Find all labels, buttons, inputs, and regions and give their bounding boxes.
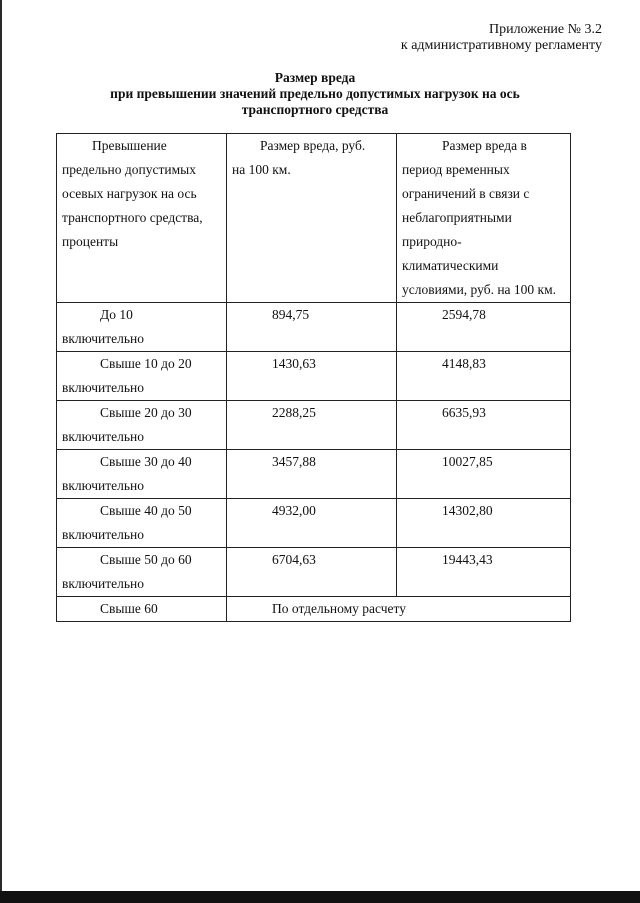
appendix-number: Приложение № 3.2 [489,22,602,37]
header-harm-restricted-label: Размер вреда в период временных ограничений в связи с неблагоприятными природно- климатическими условиями, руб. на 100 км. [402,138,557,297]
range-text: Свыше 30 до 40 включительно [62,454,192,493]
appendix-reference: к административному регламенту [400,38,602,53]
restricted-value-cell [397,450,571,499]
header-cell-harm-amount [227,134,397,303]
normal-value-cell [227,303,397,352]
header-cell-exceedance [57,134,227,303]
table-row [57,499,571,548]
scan-bottom-border [0,891,640,903]
range-text: Свыше 50 до 60 включительно [62,552,192,591]
restricted-value-cell [397,548,571,597]
harm-amount-table [56,133,571,622]
restricted-value: 2594,78 [442,307,486,322]
restricted-value-cell [397,401,571,450]
range-cell [57,548,227,597]
range-text: Свыше 10 до 20 включительно [62,356,192,395]
range-text: Свыше 60 [100,601,158,616]
restricted-value-cell [397,352,571,401]
normal-value: 6704,63 [272,552,316,567]
restricted-value: 14302,80 [442,503,493,518]
header-exceedance-label: Превышение предельно допустимых осевых нагрузок на ось транспортного средства, проценты [62,138,203,249]
restricted-value: 19443,43 [442,552,493,567]
table-row-last [57,597,571,622]
restricted-value-cell [397,499,571,548]
restricted-value: 6635,93 [442,405,486,420]
table-row [57,352,571,401]
restricted-value: 10027,85 [442,454,493,469]
normal-value: 894,75 [272,307,310,322]
range-cell [57,597,227,622]
page-scan-edge [0,0,2,903]
range-cell [57,499,227,548]
range-cell [57,303,227,352]
separate-calculation-text: По отдельному расчету [272,601,407,616]
document-title: Размер вреда [274,70,356,85]
normal-value-cell [227,401,397,450]
range-cell [57,352,227,401]
range-text: Свыше 20 до 30 включительно [62,405,192,444]
restricted-value: 4148,83 [442,356,486,371]
table-header-row [57,134,571,303]
document-subtitle-line1: при превышении значений предельно допустимых нагрузок на ось [110,86,520,101]
range-cell [57,450,227,499]
range-text: До 10 включительно [62,307,145,346]
normal-value-cell [227,499,397,548]
separate-calculation-cell [227,597,571,622]
normal-value: 3457,88 [272,454,316,469]
table-row [57,401,571,450]
header-harm-amount-label: Размер вреда, руб. на 100 км. [232,138,366,177]
table-row [57,450,571,499]
range-text: Свыше 40 до 50 включительно [62,503,192,542]
normal-value: 1430,63 [272,356,316,371]
range-cell [57,401,227,450]
normal-value: 4932,00 [272,503,316,518]
header-cell-harm-amount-restricted [397,134,571,303]
normal-value: 2288,25 [272,405,316,420]
normal-value-cell [227,352,397,401]
normal-value-cell [227,548,397,597]
table-row [57,303,571,352]
document-subtitle-line2: транспортного средства [241,102,389,117]
restricted-value-cell [397,303,571,352]
table-row [57,548,571,597]
normal-value-cell [227,450,397,499]
